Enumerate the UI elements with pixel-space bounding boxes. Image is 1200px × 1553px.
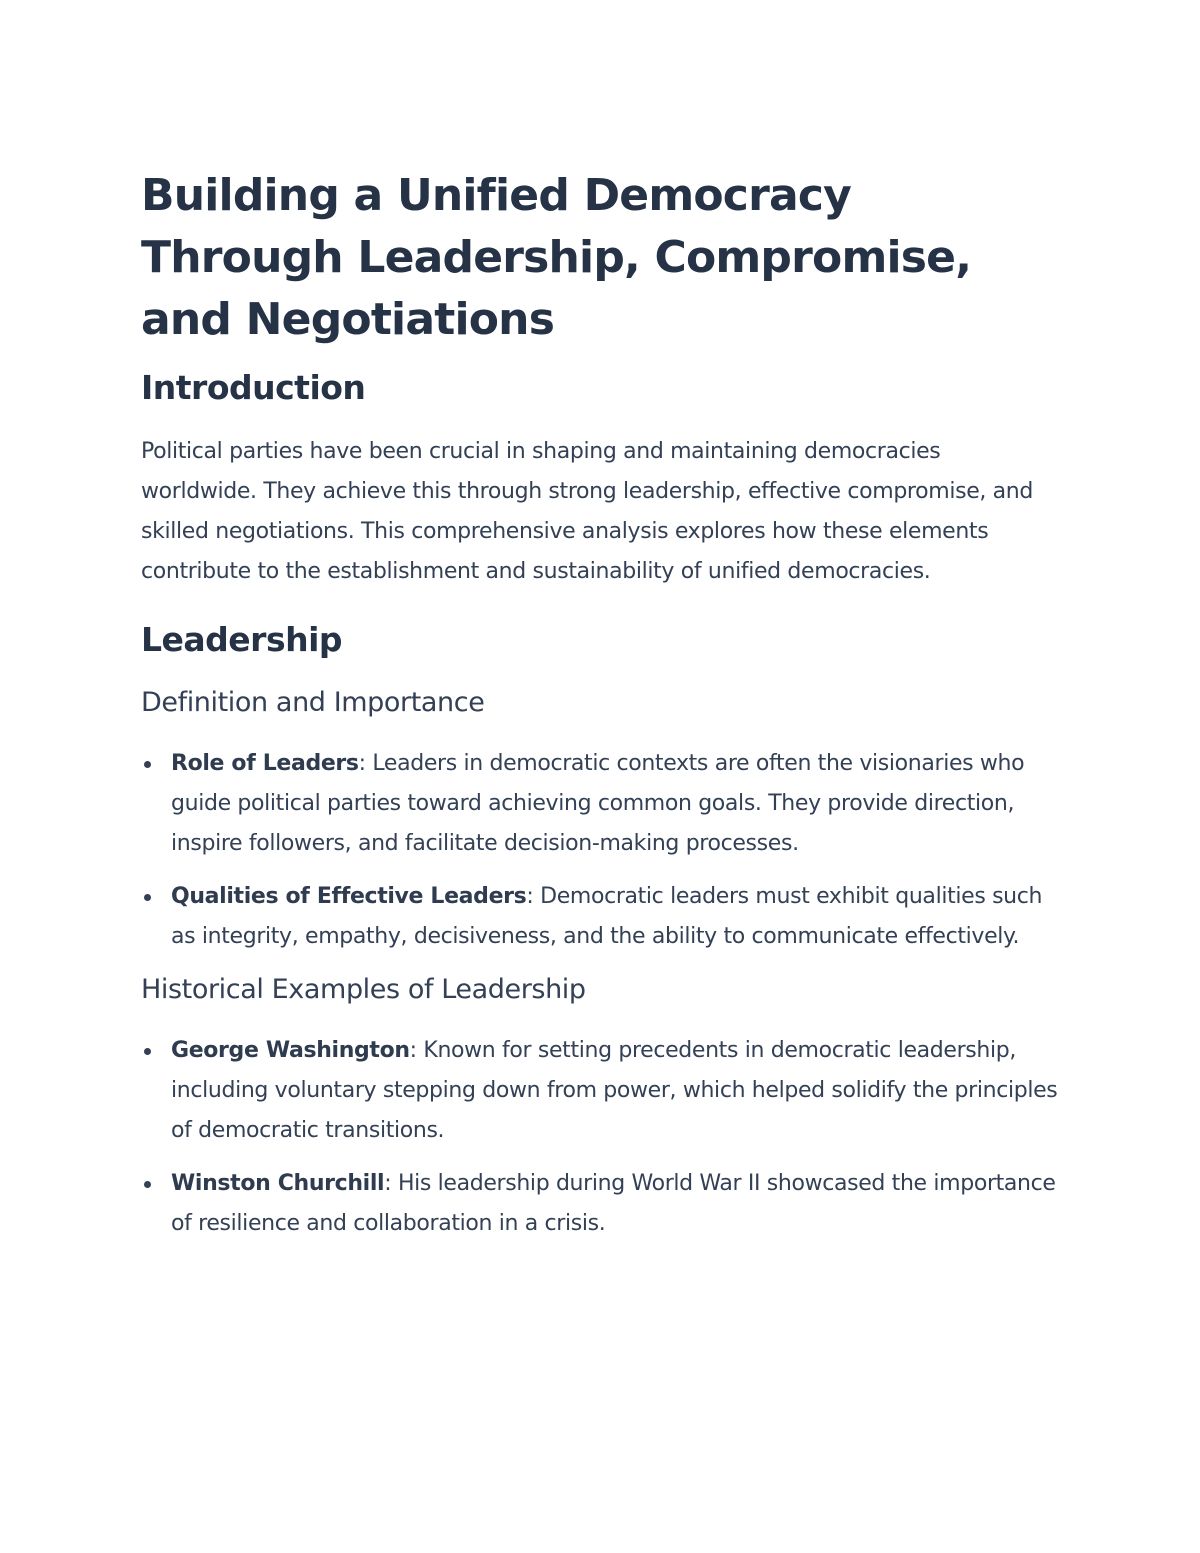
- list-item: [141, 744, 1061, 864]
- document-title: Building a Unified Democracy Through Leadership, Compromise, and Negotiations: [141, 170, 972, 345]
- historical-list: [141, 1031, 1061, 1244]
- bullet-icon: [144, 761, 151, 768]
- list-item-term: Winston Churchill: [171, 1171, 385, 1196]
- bullet-icon: [144, 1048, 151, 1055]
- list-item: [141, 1031, 1061, 1151]
- list-item-text: His leadership during World War II showcased the importance of resilience and collaboration in a crisis.: [171, 1171, 1056, 1236]
- document-page: [141, 165, 1061, 1244]
- term-separator: :: [358, 751, 373, 776]
- definition-importance-heading: Definition and Importance: [141, 687, 485, 718]
- term-separator: :: [409, 1038, 424, 1063]
- bullet-icon: [144, 1181, 151, 1188]
- list-item: [141, 877, 1061, 957]
- list-item-text: Known for setting precedents in democratic leadership, including voluntary stepping down from power, which helped solidify the principles of democratic transitions.: [171, 1038, 1058, 1143]
- leadership-heading: Leadership: [141, 620, 343, 659]
- list-item-text: Leaders in democratic contexts are often the visionaries who guide political parties toward achieving common goals. They provide direction, inspire followers, and facilitate decision-making processes.: [171, 751, 1025, 856]
- historical-examples-heading: Historical Examples of Leadership: [141, 974, 586, 1005]
- list-item: [141, 1164, 1061, 1244]
- list-item-term: Qualities of Effective Leaders: [171, 884, 527, 909]
- definition-list: [141, 744, 1061, 957]
- list-item-term: Role of Leaders: [171, 751, 359, 776]
- list-item-term: George Washington: [171, 1038, 410, 1063]
- term-separator: :: [526, 884, 541, 909]
- bullet-icon: [144, 894, 151, 901]
- list-item-text: Democratic leaders must exhibit qualities such as integrity, empathy, decisiveness, and the ability to communicate effectively.: [171, 884, 1043, 949]
- introduction-heading: Introduction: [141, 368, 366, 407]
- introduction-paragraph: Political parties have been crucial in shaping and maintaining democracies worldwide. They achieve this through strong leadership, effective compromise, and skilled negotiations. This comprehensive analysis explores how these elements contribute to the establishment and sustainability of unified democracies.: [141, 439, 1034, 584]
- term-separator: :: [384, 1171, 398, 1196]
